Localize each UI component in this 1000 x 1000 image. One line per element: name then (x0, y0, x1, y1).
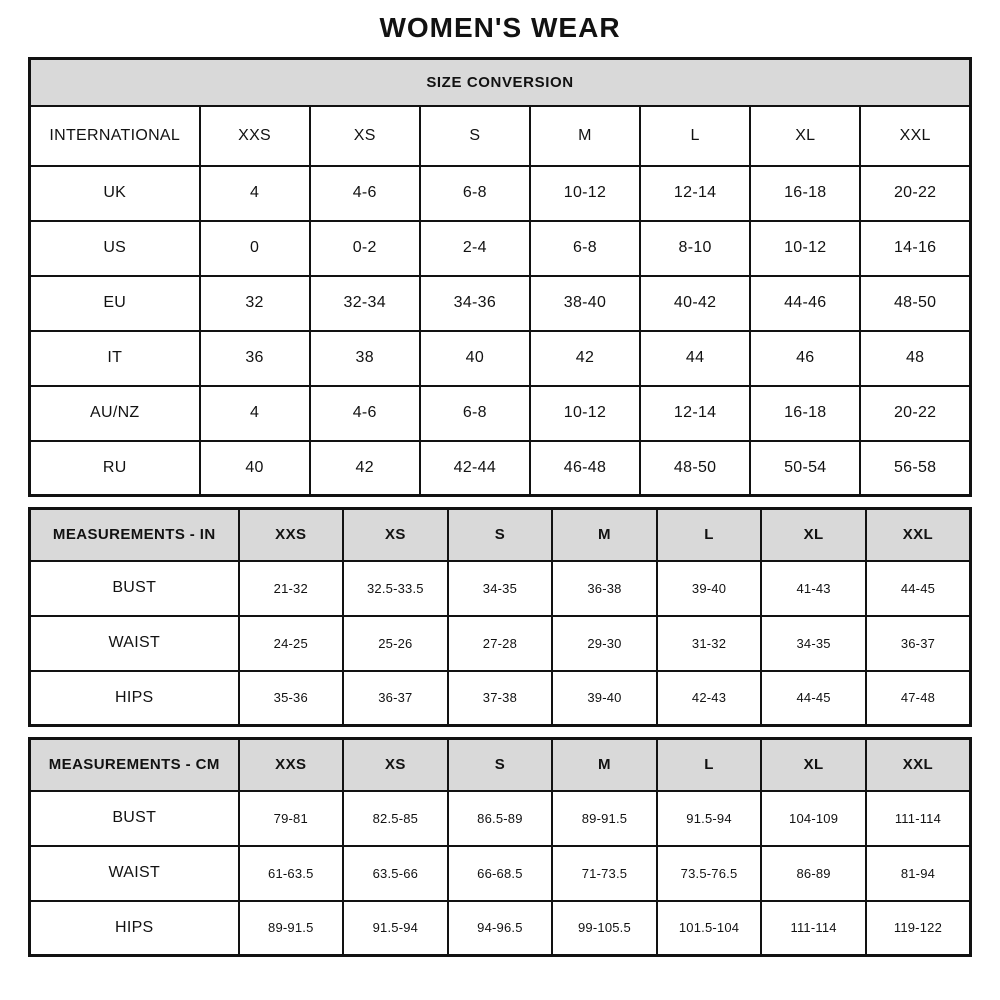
measurements-cm-row-label-bust: BUST (30, 791, 239, 846)
size-conversion-eu-value-s: 34-36 (420, 276, 530, 331)
size-conversion-col-header-s: S (420, 106, 530, 166)
size-conversion-it-value-m: 42 (530, 331, 640, 386)
measurements-in-hips-value-xs: 36-37 (343, 671, 448, 726)
size-conversion-uk-value-s: 6-8 (420, 166, 530, 221)
measurements-cm-waist-value-s: 66-68.5 (448, 846, 553, 901)
measurements-in-bust-value-l: 39-40 (657, 561, 762, 616)
measurements-in-col-header-measurements-in: MEASUREMENTS - IN (30, 509, 239, 561)
size-conversion-us-value-m: 6-8 (530, 221, 640, 276)
measurements-cm-waist-value-xl: 86-89 (761, 846, 866, 901)
measurements-cm-waist-value-xxs: 61-63.5 (239, 846, 344, 901)
measurements-cm-bust-value-l: 91.5-94 (657, 791, 762, 846)
size-conversion-uk-value-xxs: 4 (200, 166, 310, 221)
size-conversion-table (28, 57, 972, 497)
size-conversion-row-eu (30, 276, 971, 331)
size-conversion-col-header-xl: XL (750, 106, 860, 166)
size-conversion-row-ru (30, 441, 971, 496)
size-conversion-row-label-au-nz: AU/NZ (30, 386, 200, 441)
measurements-in-waist-value-xs: 25-26 (343, 616, 448, 671)
size-conversion-row-label-eu: EU (30, 276, 200, 331)
size-conversion-it-value-xxl: 48 (860, 331, 970, 386)
measurements-cm-col-header-xxl: XXL (866, 739, 971, 791)
measurements-cm-bust-value-xl: 104-109 (761, 791, 866, 846)
measurements-cm-bust-value-xxl: 111-114 (866, 791, 971, 846)
measurements-cm-hips-value-m: 99-105.5 (552, 901, 657, 956)
measurements-cm-row-hips (30, 901, 971, 956)
measurements-cm-bust-value-m: 89-91.5 (552, 791, 657, 846)
measurements-in-waist-value-s: 27-28 (448, 616, 553, 671)
tables-container (28, 57, 972, 957)
measurements-cm-waist-value-xxl: 81-94 (866, 846, 971, 901)
measurements-cm-col-header-measurements-cm: MEASUREMENTS - CM (30, 739, 239, 791)
measurements-in-col-header-xxl: XXL (866, 509, 971, 561)
size-conversion-us-value-xxs: 0 (200, 221, 310, 276)
size-conversion-row-label-it: IT (30, 331, 200, 386)
size-conversion-it-value-xl: 46 (750, 331, 860, 386)
measurements-cm-row-label-waist: WAIST (30, 846, 239, 901)
size-conversion-uk-value-l: 12-14 (640, 166, 750, 221)
measurements-in-bust-value-xxl: 44-45 (866, 561, 971, 616)
size-conversion-ru-value-m: 46-48 (530, 441, 640, 496)
size-conversion-eu-value-m: 38-40 (530, 276, 640, 331)
size-conversion-eu-value-xl: 44-46 (750, 276, 860, 331)
measurements-in-bust-value-xxs: 21-32 (239, 561, 344, 616)
measurements-in-col-header-m: M (552, 509, 657, 561)
size-conversion-row-label-ru: RU (30, 441, 200, 496)
measurements-in-hips-value-xl: 44-45 (761, 671, 866, 726)
measurements-cm-waist-value-xs: 63.5-66 (343, 846, 448, 901)
measurements-cm-row-label-hips: HIPS (30, 901, 239, 956)
measurements-in-bust-value-m: 36-38 (552, 561, 657, 616)
size-conversion-ru-value-xxl: 56-58 (860, 441, 970, 496)
measurements-in-row-waist (30, 616, 971, 671)
measurements-in-waist-value-xxs: 24-25 (239, 616, 344, 671)
size-conversion-au-nz-value-xs: 4-6 (310, 386, 420, 441)
measurements-in-waist-value-m: 29-30 (552, 616, 657, 671)
size-conversion-it-value-s: 40 (420, 331, 530, 386)
measurements-cm-bust-value-xs: 82.5-85 (343, 791, 448, 846)
size-conversion-row-label-us: US (30, 221, 200, 276)
size-conversion-row-uk (30, 166, 971, 221)
size-conversion-au-nz-value-xxs: 4 (200, 386, 310, 441)
size-conversion-eu-value-xs: 32-34 (310, 276, 420, 331)
measurements-cm-bust-value-xxs: 79-81 (239, 791, 344, 846)
size-conversion-ru-value-xl: 50-54 (750, 441, 860, 496)
size-conversion-it-value-xxs: 36 (200, 331, 310, 386)
measurements-cm-row-waist (30, 846, 971, 901)
size-conversion-row-us (30, 221, 971, 276)
measurements-in-col-header-xxs: XXS (239, 509, 344, 561)
measurements-in-hips-value-l: 42-43 (657, 671, 762, 726)
page-title: WOMEN'S WEAR (379, 12, 621, 43)
size-conversion-uk-value-xxl: 20-22 (860, 166, 970, 221)
measurements-in-col-header-s: S (448, 509, 553, 561)
measurements-cm-header-row (30, 739, 971, 791)
size-conversion-uk-value-m: 10-12 (530, 166, 640, 221)
size-conversion-it-value-xs: 38 (310, 331, 420, 386)
measurements-cm-col-header-l: L (657, 739, 762, 791)
size-conversion-uk-value-xl: 16-18 (750, 166, 860, 221)
size-conversion-col-header-m: M (530, 106, 640, 166)
measurements-cm-hips-value-s: 94-96.5 (448, 901, 553, 956)
measurements-in-hips-value-s: 37-38 (448, 671, 553, 726)
size-conversion-au-nz-value-s: 6-8 (420, 386, 530, 441)
size-conversion-col-header-international: INTERNATIONAL (30, 106, 200, 166)
measurements-in-hips-value-xxl: 47-48 (866, 671, 971, 726)
size-conversion-eu-value-l: 40-42 (640, 276, 750, 331)
measurements-in-hips-value-m: 39-40 (552, 671, 657, 726)
measurements-cm-hips-value-l: 101.5-104 (657, 901, 762, 956)
size-conversion-au-nz-value-m: 10-12 (530, 386, 640, 441)
size-conversion-header-row (30, 106, 971, 166)
measurements-cm-col-header-m: M (552, 739, 657, 791)
measurements-cm-hips-value-xl: 111-114 (761, 901, 866, 956)
measurements-cm-hips-value-xxs: 89-91.5 (239, 901, 344, 956)
size-conversion-ru-value-s: 42-44 (420, 441, 530, 496)
size-conversion-banner: SIZE CONVERSION (30, 59, 971, 106)
size-conversion-banner-row (30, 59, 971, 106)
size-conversion-us-value-xs: 0-2 (310, 221, 420, 276)
measurements-cm-col-header-xl: XL (761, 739, 866, 791)
measurements-cm-waist-value-m: 71-73.5 (552, 846, 657, 901)
size-conversion-col-header-xs: XS (310, 106, 420, 166)
measurements-in-hips-value-xxs: 35-36 (239, 671, 344, 726)
size-conversion-au-nz-value-xl: 16-18 (750, 386, 860, 441)
measurements-cm-col-header-xs: XS (343, 739, 448, 791)
size-conversion-it-value-l: 44 (640, 331, 750, 386)
size-conversion-us-value-l: 8-10 (640, 221, 750, 276)
measurements-cm-bust-value-s: 86.5-89 (448, 791, 553, 846)
size-conversion-us-value-xxl: 14-16 (860, 221, 970, 276)
size-conversion-us-value-xl: 10-12 (750, 221, 860, 276)
size-conversion-col-header-xxl: XXL (860, 106, 970, 166)
measurements-cm-table (28, 737, 972, 957)
measurements-in-col-header-l: L (657, 509, 762, 561)
size-conversion-au-nz-value-l: 12-14 (640, 386, 750, 441)
measurements-in-bust-value-xl: 41-43 (761, 561, 866, 616)
measurements-in-header-row (30, 509, 971, 561)
measurements-cm-row-bust (30, 791, 971, 846)
measurements-cm-col-header-xxs: XXS (239, 739, 344, 791)
size-conversion-uk-value-xs: 4-6 (310, 166, 420, 221)
measurements-in-row-bust (30, 561, 971, 616)
size-conversion-ru-value-xxs: 40 (200, 441, 310, 496)
measurements-in-row-label-bust: BUST (30, 561, 239, 616)
size-conversion-row-label-uk: UK (30, 166, 200, 221)
size-conversion-ru-value-l: 48-50 (640, 441, 750, 496)
measurements-cm-hips-value-xxl: 119-122 (866, 901, 971, 956)
measurements-in-waist-value-l: 31-32 (657, 616, 762, 671)
measurements-in-waist-value-xl: 34-35 (761, 616, 866, 671)
measurements-in-waist-value-xxl: 36-37 (866, 616, 971, 671)
size-conversion-ru-value-xs: 42 (310, 441, 420, 496)
measurements-in-row-label-waist: WAIST (30, 616, 239, 671)
measurements-in-row-label-hips: HIPS (30, 671, 239, 726)
size-conversion-eu-value-xxs: 32 (200, 276, 310, 331)
size-conversion-au-nz-value-xxl: 20-22 (860, 386, 970, 441)
size-conversion-col-header-xxs: XXS (200, 106, 310, 166)
measurements-in-bust-value-xs: 32.5-33.5 (343, 561, 448, 616)
size-conversion-eu-value-xxl: 48-50 (860, 276, 970, 331)
size-conversion-row-it (30, 331, 971, 386)
size-conversion-col-header-l: L (640, 106, 750, 166)
measurements-cm-hips-value-xs: 91.5-94 (343, 901, 448, 956)
size-conversion-us-value-s: 2-4 (420, 221, 530, 276)
size-conversion-row-au-nz (30, 386, 971, 441)
measurements-cm-waist-value-l: 73.5-76.5 (657, 846, 762, 901)
measurements-in-col-header-xl: XL (761, 509, 866, 561)
measurements-cm-col-header-s: S (448, 739, 553, 791)
measurements-in-table (28, 507, 972, 727)
measurements-in-bust-value-s: 34-35 (448, 561, 553, 616)
measurements-in-col-header-xs: XS (343, 509, 448, 561)
measurements-in-row-hips (30, 671, 971, 726)
